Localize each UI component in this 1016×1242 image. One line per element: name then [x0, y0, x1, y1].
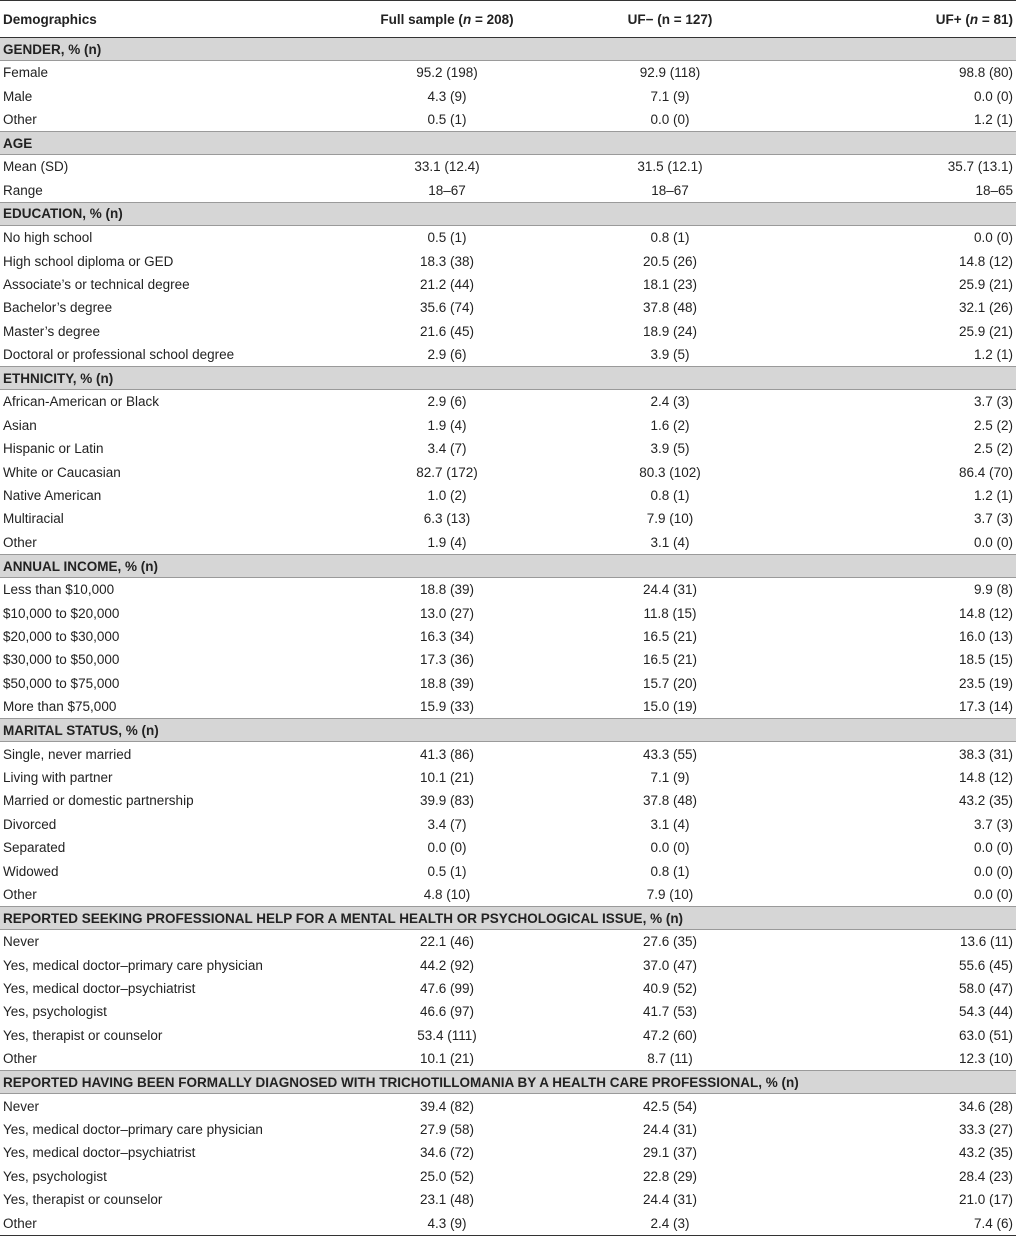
full-sample-value: 3.4 (7) [427, 816, 467, 832]
uf-plus-value: 35.7 (13.1) [947, 159, 1013, 175]
full-sample-value: 0.5 (1) [427, 230, 467, 246]
row-label: Widowed [3, 863, 59, 879]
uf-plus-value: 3.7 (3) [973, 816, 1013, 832]
uf-minus-value: 22.8 (29) [642, 1168, 698, 1184]
header-full-sample [340, 1, 554, 38]
row-label: Yes, therapist or counselor [3, 1192, 163, 1208]
uf-minus-value: 37.8 (48) [642, 300, 698, 316]
table-row [0, 179, 1016, 203]
uf-minus-value: 29.1 (37) [642, 1145, 698, 1161]
row-label: Divorced [3, 816, 57, 832]
uf-minus-value: 47.2 (60) [642, 1027, 698, 1043]
row-label: White or Caucasian [3, 464, 121, 480]
uf-plus-value: 3.7 (3) [973, 394, 1013, 410]
section-header-row [0, 367, 1016, 390]
full-sample-value: 35.6 (74) [419, 300, 475, 316]
uf-plus-value: 18.5 (15) [958, 652, 1013, 668]
uf-plus-value: 38.3 (31) [958, 746, 1013, 762]
row-label: Yes, medical doctor–psychiatrist [3, 1145, 196, 1161]
uf-minus-value: 24.4 (31) [642, 1192, 698, 1208]
row-label: Multiracial [3, 511, 64, 527]
uf-plus-value: 18–65 [975, 182, 1013, 198]
full-sample-value: 18.8 (39) [419, 582, 475, 598]
full-sample-value: 4.3 (9) [340, 1211, 554, 1235]
table-row [0, 836, 1016, 859]
uf-minus-value: 15.7 (20) [642, 675, 698, 691]
table-row [0, 225, 1016, 249]
row-label: Never [3, 1098, 40, 1114]
full-sample-value: 53.4 (111) [417, 1027, 477, 1043]
row-label: High school diploma or GED [3, 253, 174, 269]
table-row [0, 742, 1016, 766]
row-label: African-American or Black [3, 394, 160, 410]
uf-plus-value: 25.9 (21) [958, 323, 1013, 339]
row-label: Other [3, 886, 37, 902]
row-label: Other [3, 111, 37, 127]
uf-minus-value: 1.6 (2) [650, 417, 690, 433]
uf-minus-value: 3.9 (5) [650, 441, 690, 457]
uf-plus-value: 33.3 (27) [958, 1122, 1013, 1138]
uf-minus-value: 43.3 (55) [642, 746, 698, 762]
uf-minus-value: 24.4 (31) [642, 1122, 698, 1138]
header-uf-minus: UF− (n = 127) [554, 1, 786, 38]
header-full-n: n [462, 11, 472, 27]
header-full-post: = 208) [471, 11, 514, 27]
header-demographics: Demographics [0, 1, 340, 38]
section-header-row [0, 202, 1016, 225]
uf-minus-value: 7.9 (10) [646, 886, 694, 902]
full-sample-value: 34.6 (72) [419, 1145, 475, 1161]
table-row [0, 601, 1016, 624]
row-label: Yes, medical doctor–psychiatrist [3, 981, 196, 997]
full-sample-value: 1.9 (4) [427, 417, 467, 433]
full-sample-value: 82.7 (172) [416, 464, 478, 480]
section-title: GENDER, % (n) [0, 38, 1016, 61]
uf-plus-value: 28.4 (23) [958, 1168, 1013, 1184]
row-label: Less than $10,000 [3, 582, 115, 598]
uf-minus-value: 2.4 (3) [554, 1211, 786, 1235]
table-row [0, 84, 1016, 107]
uf-minus-value: 11.8 (15) [643, 605, 697, 621]
uf-minus-value: 7.9 (10) [646, 511, 694, 527]
table-row [0, 1165, 1016, 1188]
full-sample-value: 25.0 (52) [419, 1168, 475, 1184]
row-label: Living with partner [3, 769, 113, 785]
table-row [0, 695, 1016, 719]
section-header-row [0, 907, 1016, 930]
full-sample-value: 21.2 (44) [419, 276, 475, 292]
table-row [0, 766, 1016, 789]
table-row [0, 648, 1016, 671]
section-title: AGE [0, 132, 1016, 155]
header-row [0, 1, 1016, 38]
uf-minus-value: 0.0 (0) [650, 111, 690, 127]
uf-minus-value: 18.1 (23) [642, 276, 698, 292]
table-row [0, 507, 1016, 530]
table-row [0, 859, 1016, 882]
uf-minus-value: 27.6 (35) [642, 934, 698, 950]
table-row [0, 1000, 1016, 1023]
table-row [0, 1188, 1016, 1211]
row-label: Doctoral or professional school degree [3, 347, 235, 363]
full-sample-value: 95.2 (198) [416, 65, 478, 81]
uf-plus-value: 1.2 (1) [973, 111, 1013, 127]
row-label: Yes, medical doctor–primary care physician [3, 957, 263, 973]
uf-plus-value: 25.9 (21) [958, 276, 1013, 292]
full-sample-value: 6.3 (13) [423, 511, 471, 527]
row-label: Other [0, 1211, 340, 1235]
uf-minus-value: 80.3 (102) [639, 464, 701, 480]
uf-plus-value: 14.8 (12) [958, 769, 1013, 785]
uf-plus-value: 63.0 (51) [958, 1027, 1013, 1043]
uf-minus-value: 3.1 (4) [650, 816, 690, 832]
full-sample-value: 21.6 (45) [419, 323, 475, 339]
uf-plus-value: 23.5 (19) [958, 675, 1013, 691]
uf-minus-value: 41.7 (53) [642, 1004, 698, 1020]
section-title: MARITAL STATUS, % (n) [0, 719, 1016, 742]
row-label: Range [3, 182, 43, 198]
uf-plus-value: 21.0 (17) [958, 1192, 1013, 1208]
uf-plus-value: 0.0 (0) [973, 88, 1013, 104]
uf-minus-value: 2.4 (3) [650, 394, 690, 410]
uf-plus-value: 12.3 (10) [958, 1051, 1013, 1067]
uf-plus-value: 43.2 (35) [958, 1145, 1013, 1161]
table-row [0, 977, 1016, 1000]
uf-plus-value: 54.3 (44) [958, 1004, 1013, 1020]
full-sample-value: 2.9 (6) [427, 347, 467, 363]
uf-plus-value: 0.0 (0) [973, 534, 1013, 550]
row-label: $20,000 to $30,000 [3, 629, 120, 644]
table-row [0, 343, 1016, 367]
uf-minus-value: 7.1 (9) [650, 769, 690, 785]
table-row [0, 460, 1016, 483]
table-row [0, 390, 1016, 414]
uf-plus-value: 1.2 (1) [973, 347, 1013, 363]
full-sample-value: 13.0 (27) [419, 605, 475, 621]
full-sample-value: 47.6 (99) [419, 981, 475, 997]
section-title: REPORTED HAVING BEEN FORMALLY DIAGNOSED WITH TRICHOTILLOMANIA BY A HEALTH CARE PROFESSIONAL, % (n) [0, 1071, 1016, 1094]
row-label: Yes, psychologist [3, 1168, 107, 1184]
header-full-pre: Full sample ( [380, 11, 463, 27]
row-label: $30,000 to $50,000 [3, 652, 120, 668]
section-header-row [0, 38, 1016, 61]
full-sample-value: 18.8 (39) [419, 675, 475, 691]
uf-minus-value: 16.5 (21) [642, 652, 698, 668]
full-sample-value: 18.3 (38) [419, 253, 475, 269]
full-sample-value: 10.1 (21) [419, 769, 475, 785]
full-sample-value: 4.3 (9) [427, 88, 467, 104]
row-label: Yes, therapist or counselor [3, 1027, 163, 1043]
uf-minus-value: 40.9 (52) [642, 981, 698, 997]
header-ufplus-pre: UF+ ( [935, 11, 970, 27]
uf-minus-value: 37.0 (47) [642, 957, 698, 973]
table-row [0, 789, 1016, 812]
full-sample-value: 1.9 (4) [427, 534, 467, 550]
uf-minus-value: 20.5 (26) [642, 253, 698, 269]
uf-minus-value: 37.8 (48) [642, 793, 698, 809]
table-row [0, 155, 1016, 179]
uf-minus-value: 18.9 (24) [642, 323, 698, 339]
uf-plus-value: 86.4 (70) [958, 464, 1013, 480]
uf-minus-value: 16.5 (21) [642, 629, 698, 644]
full-sample-value: 46.6 (97) [419, 1004, 475, 1020]
uf-minus-value: 3.9 (5) [650, 347, 690, 363]
header-ufplus-post: = 81) [978, 11, 1013, 27]
row-label: Bachelor’s degree [3, 300, 113, 316]
full-sample-value: 15.9 (33) [419, 699, 475, 715]
row-label: Single, never married [3, 746, 132, 762]
uf-plus-value: 13.6 (11) [959, 934, 1013, 950]
uf-minus-value: 18–67 [651, 182, 689, 198]
table-row [0, 1211, 1016, 1235]
section-header-row [0, 555, 1016, 578]
full-sample-value: 39.4 (82) [419, 1098, 475, 1114]
full-sample-value: 33.1 (12.4) [414, 159, 480, 175]
section-header-row [0, 1071, 1016, 1094]
table-row [0, 1024, 1016, 1047]
full-sample-value: 41.3 (86) [419, 746, 475, 762]
table-row [0, 320, 1016, 343]
uf-minus-value: 0.8 (1) [650, 863, 690, 879]
section-header-row [0, 132, 1016, 155]
full-sample-value: 22.1 (46) [419, 934, 475, 950]
section-title: REPORTED SEEKING PROFESSIONAL HELP FOR A MENTAL HEALTH OR PSYCHOLOGICAL ISSUE, % (n) [0, 907, 1016, 930]
table-row [0, 813, 1016, 836]
full-sample-value: 39.9 (83) [419, 793, 475, 809]
uf-minus-value: 7.1 (9) [650, 88, 690, 104]
row-label: Native American [3, 488, 102, 504]
uf-plus-value: 2.5 (2) [973, 417, 1013, 433]
row-label: Yes, psychologist [3, 1004, 107, 1020]
uf-plus-value: 0.0 (0) [973, 840, 1013, 856]
row-label: Associate’s or technical degree [3, 276, 190, 292]
row-label: Married or domestic partnership [3, 793, 194, 809]
uf-minus-value: 31.5 (12.1) [637, 159, 703, 175]
row-label: Other [3, 534, 37, 550]
uf-minus-value: 42.5 (54) [642, 1098, 698, 1114]
uf-minus-value: 0.8 (1) [650, 488, 690, 504]
section-header-row [0, 719, 1016, 742]
full-sample-value: 0.0 (0) [427, 840, 467, 856]
table-row [0, 1047, 1016, 1071]
uf-plus-value: 0.0 (0) [973, 886, 1013, 902]
table-row [0, 273, 1016, 296]
table-row [0, 249, 1016, 272]
table-row [0, 296, 1016, 319]
uf-minus-value: 0.8 (1) [650, 230, 690, 246]
uf-plus-value: 0.0 (0) [973, 230, 1013, 246]
uf-plus-value: 34.6 (28) [958, 1098, 1013, 1114]
row-label: Hispanic or Latin [3, 441, 104, 457]
uf-plus-value: 58.0 (47) [958, 981, 1013, 997]
full-sample-value: 27.9 (58) [419, 1122, 475, 1138]
full-sample-value: 0.5 (1) [427, 863, 467, 879]
full-sample-value: 1.0 (2) [427, 488, 467, 504]
uf-plus-value: 55.6 (45) [958, 957, 1013, 973]
header-ufplus-n: n [969, 11, 979, 27]
full-sample-value: 4.8 (10) [423, 886, 471, 902]
uf-plus-value: 3.7 (3) [973, 511, 1013, 527]
full-sample-value: 16.3 (34) [419, 629, 475, 644]
uf-plus-value: 14.8 (12) [958, 605, 1013, 621]
full-sample-value: 18–67 [428, 182, 466, 198]
uf-plus-value: 2.5 (2) [973, 441, 1013, 457]
full-sample-value: 0.5 (1) [427, 111, 467, 127]
table-row [0, 672, 1016, 695]
table-body [0, 38, 1016, 1236]
uf-minus-value: 3.1 (4) [650, 534, 690, 550]
section-title: EDUCATION, % (n) [0, 202, 1016, 225]
full-sample-value: 17.3 (36) [419, 652, 475, 668]
uf-plus-value: 43.2 (35) [958, 793, 1013, 809]
full-sample-value: 23.1 (48) [419, 1192, 475, 1208]
uf-minus-value: 8.7 (11) [647, 1051, 693, 1067]
table-row [0, 883, 1016, 907]
uf-minus-value: 92.9 (118) [639, 65, 701, 81]
table-row [0, 1141, 1016, 1164]
full-sample-value: 2.9 (6) [427, 394, 467, 410]
row-label: Yes, medical doctor–primary care physician [3, 1122, 263, 1138]
uf-plus-value: 0.0 (0) [973, 863, 1013, 879]
full-sample-value: 44.2 (92) [419, 957, 475, 973]
table-row [0, 1094, 1016, 1118]
row-label: No high school [3, 230, 93, 246]
uf-minus-value: 0.0 (0) [650, 840, 690, 856]
row-label: Separated [3, 840, 66, 856]
row-label: Other [3, 1051, 37, 1067]
table-row [0, 61, 1016, 85]
table-row [0, 578, 1016, 602]
table-row [0, 531, 1016, 555]
row-label: Never [3, 934, 40, 950]
uf-plus-value: 98.8 (80) [958, 65, 1013, 81]
full-sample-value: 10.1 (21) [419, 1051, 475, 1067]
section-title: ANNUAL INCOME, % (n) [0, 555, 1016, 578]
header-uf-plus [786, 1, 1016, 38]
table-row [0, 1118, 1016, 1141]
table-row [0, 625, 1016, 648]
uf-plus-value: 17.3 (14) [958, 699, 1013, 715]
table-header [0, 1, 1016, 38]
full-sample-value: 3.4 (7) [427, 441, 467, 457]
row-label: More than $75,000 [3, 699, 117, 715]
row-label: Male [3, 88, 33, 104]
uf-minus-value: 24.4 (31) [642, 582, 698, 598]
row-label: Mean (SD) [3, 159, 69, 175]
table-row [0, 414, 1016, 437]
row-label: $10,000 to $20,000 [3, 605, 120, 621]
row-label: Asian [3, 417, 37, 433]
table-row [0, 108, 1016, 132]
row-label: Master’s degree [3, 323, 101, 339]
table-row [0, 930, 1016, 954]
uf-plus-value: 9.9 (8) [973, 582, 1013, 598]
uf-plus-value: 32.1 (26) [958, 300, 1013, 316]
uf-plus-value: 7.4 (6) [786, 1211, 1016, 1235]
row-label: Female [3, 65, 49, 81]
row-label: $50,000 to $75,000 [3, 675, 120, 691]
table-row [0, 954, 1016, 977]
table-row [0, 437, 1016, 460]
uf-plus-value: 14.8 (12) [958, 253, 1013, 269]
uf-minus-value: 15.0 (19) [642, 699, 698, 715]
uf-plus-value: 16.0 (13) [958, 629, 1013, 644]
table-row [0, 484, 1016, 507]
section-title: ETHNICITY, % (n) [0, 367, 1016, 390]
uf-plus-value: 1.2 (1) [973, 488, 1013, 504]
